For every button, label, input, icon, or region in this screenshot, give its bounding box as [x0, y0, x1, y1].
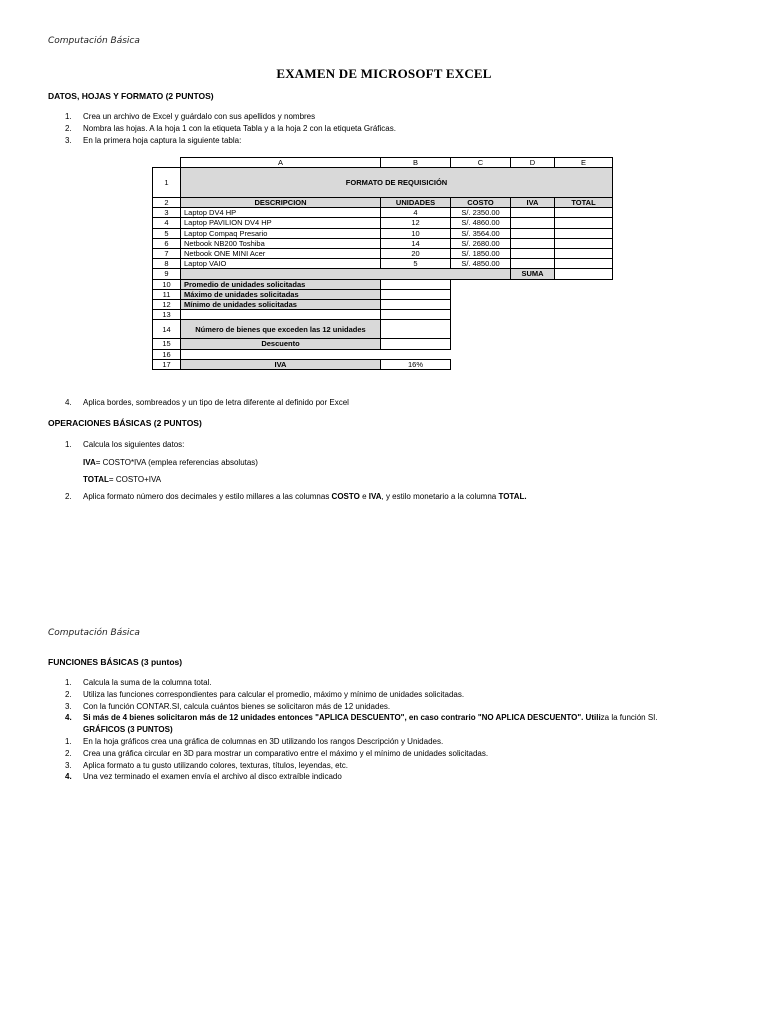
table-row	[153, 320, 613, 339]
formula-total: TOTAL= COSTO+IVA	[83, 475, 162, 484]
table-cell	[555, 238, 613, 248]
table-cell: Netbook NB200 Toshiba	[181, 238, 381, 248]
row-number: 10	[153, 279, 181, 289]
table-cell: S/. 2350.00	[451, 208, 511, 218]
list-item: 2. Aplica formato número dos decimales y estilo millares a las columnas COSTO e IVA, y estilo monetario a la columna TOTAL.	[65, 492, 527, 501]
excel-table	[152, 157, 613, 370]
row-number: 5	[153, 228, 181, 238]
table-cell: S/. 4860.00	[451, 218, 511, 228]
table-row	[153, 300, 613, 310]
table-header: TOTAL	[555, 198, 613, 208]
table-cell: Descuento	[181, 339, 381, 349]
column-header: E	[555, 158, 613, 168]
table-cell	[381, 310, 451, 320]
table-row	[153, 238, 613, 248]
table-cell: Laptop PAVILION DV4 HP	[181, 218, 381, 228]
table-cell: Laptop VAIO	[181, 259, 381, 269]
table-cell: 4	[381, 208, 451, 218]
table-cell: 10	[381, 228, 451, 238]
column-header: C	[451, 158, 511, 168]
table-cell	[511, 249, 555, 259]
table-cell: Máximo de unidades solicitadas	[181, 289, 381, 299]
table-cell: Promedio de unidades solicitadas	[181, 279, 381, 289]
table-cell	[181, 269, 511, 279]
row-number: 1	[153, 168, 181, 198]
table-cell	[555, 249, 613, 259]
table-cell	[511, 218, 555, 228]
table-row	[153, 218, 613, 228]
table-cell: 12	[381, 218, 451, 228]
table-title: FORMATO DE REQUISICIÓN	[181, 168, 613, 198]
table-cell: 5	[381, 259, 451, 269]
section-heading-datos: DATOS, HOJAS Y FORMATO (2 PUNTOS)	[48, 91, 214, 101]
column-header: D	[511, 158, 555, 168]
table-row	[153, 310, 613, 320]
table-cell: S/. 4850.00	[451, 259, 511, 269]
table-cell	[555, 218, 613, 228]
row-number: 15	[153, 339, 181, 349]
section2-list	[48, 439, 748, 451]
table-cell: Netbook ONE MINI Acer	[181, 249, 381, 259]
table-row	[153, 208, 613, 218]
table-cell	[381, 300, 451, 310]
table-row	[153, 339, 613, 349]
table-cell: Mínimo de unidades solicitadas	[181, 300, 381, 310]
graficos-heading: GRÁFICOS (3 PUNTOS)	[83, 725, 173, 735]
table-row	[153, 259, 613, 269]
table-row	[153, 349, 613, 359]
list-item: 1. Calcula los siguientes datos:	[65, 440, 185, 449]
header-note: Computación Básica	[48, 36, 140, 46]
list-item: 1. Calcula la suma de la columna total.	[65, 678, 212, 687]
row-number: 14	[153, 320, 181, 339]
table-cell: S/. 3564.00	[451, 228, 511, 238]
table-cell	[555, 228, 613, 238]
list-item: 3. En la primera hoja captura la siguiente tabla:	[65, 135, 242, 145]
column-header: B	[381, 158, 451, 168]
column-header: A	[181, 158, 381, 168]
table-cell: 20	[381, 249, 451, 259]
list-item: 1. Crea un archivo de Excel y guárdalo con sus apellidos y nombres	[65, 112, 316, 121]
table-cell: Laptop Compaq Presario	[181, 228, 381, 238]
table-row	[153, 279, 613, 289]
table-cell: 16%	[381, 359, 451, 369]
header-note-2: Computación Básica	[48, 628, 140, 638]
table-row	[153, 289, 613, 299]
list-item: 2. Utiliza las funciones correspondientes para calcular el promedio, máximo y mínimo de unidades solicitadas.	[65, 689, 465, 699]
section-heading-operaciones: OPERACIONES BÁSICAS (2 PUNTOS)	[48, 418, 202, 428]
row-number: 11	[153, 289, 181, 299]
row-number: 7	[153, 249, 181, 259]
table-cell: Número de bienes que exceden las 12 unidades	[181, 320, 381, 339]
list-item: 2. Crea una gráfica circular en 3D para mostrar un comparativo entre el máximo y el mínimo de unidades solicitadas.	[65, 748, 489, 758]
formula-iva: IVA= COSTO*IVA (emplea referencias absolutas)	[83, 458, 258, 467]
section2-list-cont	[48, 491, 748, 503]
page-title: EXAMEN DE MICROSOFT EXCEL	[276, 66, 492, 81]
table-header: COSTO	[451, 198, 511, 208]
row-number: 3	[153, 208, 181, 218]
list-item: 3. Aplica formato a tu gusto utilizando colores, texturas, títulos, leyendas, etc.	[65, 760, 349, 770]
table-cell	[181, 310, 381, 320]
table-row	[153, 228, 613, 238]
section3-list	[48, 677, 748, 783]
row-number: 9	[153, 269, 181, 279]
suma-label: SUMA	[511, 269, 555, 279]
row-number: 8	[153, 259, 181, 269]
table-row	[153, 359, 613, 369]
table-cell: S/. 1850.00	[451, 249, 511, 259]
list-item: 2. Nombra las hojas. A la hoja 1 con la etiqueta Tabla y a la hoja 2 con la etiqueta Gráficas.	[65, 123, 396, 133]
section-heading-funciones: FUNCIONES BÁSICAS (3 puntos)	[48, 657, 183, 667]
row-number: 6	[153, 238, 181, 248]
table-cell	[511, 238, 555, 248]
table-cell: Laptop DV4 HP	[181, 208, 381, 218]
table-cell	[381, 289, 451, 299]
table-cell	[381, 339, 451, 349]
row-number: 12	[153, 300, 181, 310]
row-number: 2	[153, 198, 181, 208]
table-row	[153, 168, 613, 198]
table-cell	[555, 269, 613, 279]
list-item: 1. En la hoja gráficos crea una gráfica de columnas en 3D utilizando los rangos Descripción y Unidades.	[65, 736, 444, 746]
column-header-row	[153, 158, 613, 168]
table-row	[153, 198, 613, 208]
table-header: IVA	[511, 198, 555, 208]
table-cell	[511, 259, 555, 269]
list-item: 3. Con la función CONTAR.SI, calcula cuántos bienes se solicitaron más de 12 unidades.	[65, 701, 391, 711]
section1-list	[48, 111, 748, 146]
table-cell: IVA	[181, 359, 381, 369]
table-cell	[555, 208, 613, 218]
table-cell	[381, 279, 451, 289]
list-item: 4. Una vez terminado el examen envía el archivo al disco extraíble indicado	[65, 772, 342, 782]
table-cell	[555, 259, 613, 269]
table-header: DESCRIPCION	[181, 198, 381, 208]
row-number: 4	[153, 218, 181, 228]
list-item: 4. Si más de 4 bienes solicitaron más de 12 unidades entonces "APLICA DESCUENTO", en caso contrario "NO APLICA DESCUENTO". Utiliza la función SI.	[65, 713, 658, 723]
section1-list-cont	[48, 397, 748, 409]
list-item: 4. Aplica bordes, sombreados y un tipo de letra diferente al definido por Excel	[65, 398, 349, 407]
table-cell	[511, 228, 555, 238]
table-cell	[511, 208, 555, 218]
table-header: UNIDADES	[381, 198, 451, 208]
table-cell	[381, 320, 451, 339]
table-cell: S/. 2680.00	[451, 238, 511, 248]
row-number: 13	[153, 310, 181, 320]
row-number: 16	[153, 349, 181, 359]
list-item	[48, 724, 748, 736]
row-number: 17	[153, 359, 181, 369]
table-cell: 14	[381, 238, 451, 248]
table-row	[153, 269, 613, 279]
table-row	[153, 249, 613, 259]
